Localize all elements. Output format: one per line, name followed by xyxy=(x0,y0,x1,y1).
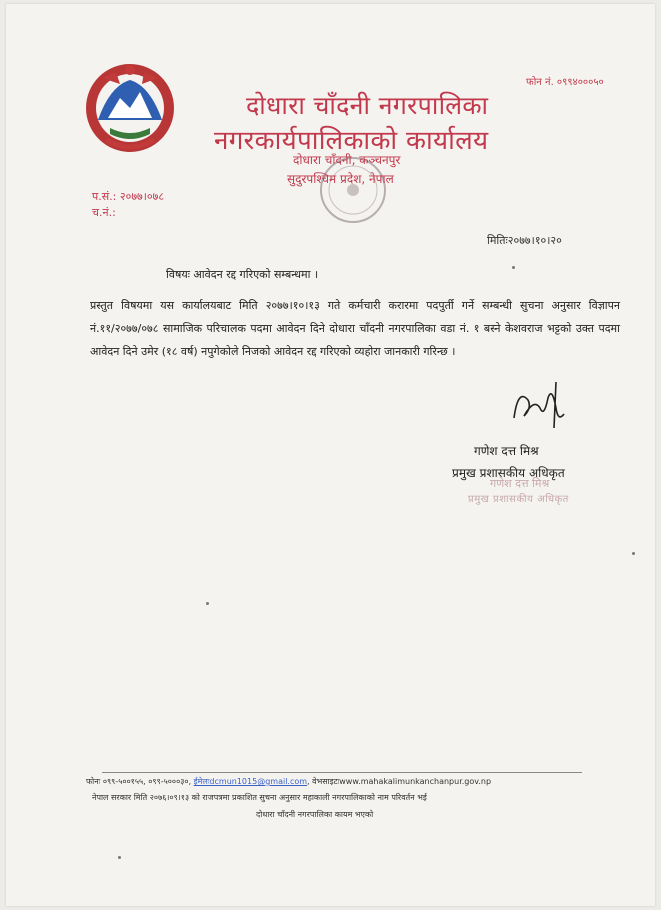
footer-email-link[interactable]: ईमेलःdcmun1015@gmail.com xyxy=(193,777,308,786)
letter-subject: विषयः आवेदन रद्द गरिएको सम्बन्धमा । xyxy=(166,268,319,281)
letter-date: मितिः२०७७।१०।२० xyxy=(487,234,562,247)
letter-reference-number: प.सं.: २०७७।०७८ xyxy=(92,190,165,203)
scan-speck xyxy=(512,266,515,269)
footer-note-line1: नेपाल सरकार मिति २०७६।०९।१३ को राजपत्रमा प्रकाशित सुचना अनुसार महाकाली नगरपालिकाको नाम परिवर्तन भई xyxy=(92,793,427,802)
signature-icon xyxy=(504,378,574,438)
stamp-signatory-title: प्रमुख प्रशासकीय अधिकृत xyxy=(468,494,569,505)
seal-address-line1: दोधारा चाँदनी, कञ्चनपुर xyxy=(293,153,401,167)
nepal-emblem-icon xyxy=(80,58,180,158)
footer-website-link[interactable]: वेभसाइटःwww.mahakalimunkanchanpur.gov.np xyxy=(312,777,492,786)
footer-phone: फोनः ०९९-५००१५५, ०९९-५०००३० xyxy=(86,777,189,786)
footer-note-line2: दोधारा चाँदनी नगरपालिका कायम भएको xyxy=(256,810,374,819)
footer-contact: फोनः ०९९-५००१५५, ०९९-५०००३०, ईमेलःdcmun1015@gmail.com, वेभसाइटःwww.mahakalimunkanchanpur.gov.np xyxy=(86,777,492,786)
letter-body: प्रस्तुत विषयमा यस कार्यालयबाट मिति २०७७।१०।१३ गते कर्मचारी करारमा पदपुर्ती गर्ने सम्बन्धी सुचना अनुसार विज्ञापन नं.११/२०७७/०७८ सामाजिक परिचालक पदमा आवेदन दिने दोधारा चाँदनी नगरपालिका वडा नं. १ बस्ने केशवराज भट्टको उक्त पदमा आवेदन दिने उमेर (१८ वर्ष) नपुगेकोले निजको आवेदन रद्द गरिएको व्यहोरा जानकारी गरिन्छ । xyxy=(90,299,620,358)
signatory-title: प्रमुख प्रशासकीय अधिकृत xyxy=(452,466,565,480)
footer-divider xyxy=(102,772,582,773)
seal-address-line2: सुदुरपश्चिम प्रदेश, नेपाल xyxy=(287,172,394,186)
header-phone-number: फोन नं. ०९९४०००५० xyxy=(526,77,604,88)
signatory-name: गणेश दत्त मिश्र xyxy=(474,444,539,458)
letter-page xyxy=(6,4,655,906)
office-name: नगरकार्यपालिकाको कार्यालय xyxy=(214,126,489,156)
scan-speck xyxy=(632,552,635,555)
municipality-name: दोधारा चाँदनी नगरपालिका xyxy=(246,91,489,120)
dispatch-number: च.नं.: xyxy=(92,206,116,219)
scan-speck xyxy=(206,602,209,605)
stamp-signatory-name: गणेश दत्त मिश्र xyxy=(490,477,550,490)
scan-speck xyxy=(118,856,121,859)
